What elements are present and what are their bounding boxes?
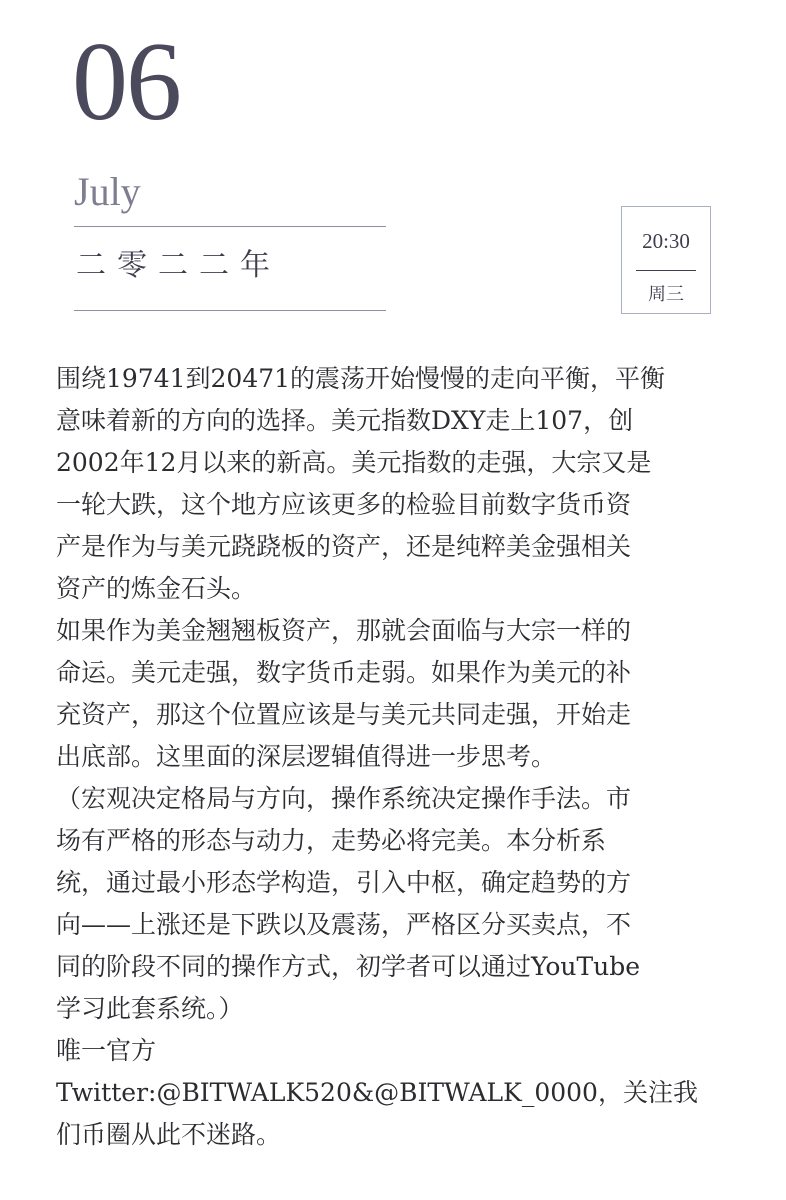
weekday-label: 周三 bbox=[648, 284, 684, 305]
body-line: 意味着新的方向的选择。美元指数DXY走上107，创 bbox=[56, 406, 634, 435]
body-line: 出底部。这里面的深层逻辑值得进一步思考。 bbox=[56, 742, 557, 771]
body-line: 们币圈从此不迷路。 bbox=[56, 1120, 282, 1149]
body-line: Twitter:@BITWALK520&@BITWALK_0000，关注我 bbox=[56, 1078, 698, 1107]
body-line: 充资产，那这个位置应该是与美元共同走强，开始走 bbox=[56, 700, 632, 729]
body-line: 学习此套系统。） bbox=[56, 994, 244, 1023]
time-box bbox=[621, 206, 711, 314]
divider-bottom bbox=[74, 310, 386, 311]
body-line: 围绕19741到20471的震荡开始慢慢的走向平衡，平衡 bbox=[56, 364, 666, 393]
article-body bbox=[56, 358, 732, 1156]
body-line: 向——上涨还是下跌以及震荡，严格区分买卖点，不 bbox=[56, 910, 632, 939]
body-line: 资产的炼金石头。 bbox=[56, 574, 257, 603]
body-line: 场有严格的形态与动力，走势必将完美。本分析系 bbox=[56, 826, 607, 855]
date-month: July bbox=[74, 169, 141, 214]
body-line: 产是作为与美元跷跷板的资产，还是纯粹美金强相关 bbox=[56, 532, 632, 561]
divider-top bbox=[74, 226, 386, 227]
body-line: 如果作为美金翘翘板资产，那就会面临与大宗一样的 bbox=[56, 616, 632, 645]
body-line: 一轮大跌，这个地方应该更多的检验目前数字货币资 bbox=[56, 490, 632, 519]
time-divider bbox=[636, 270, 696, 271]
body-line: 同的阶段不同的操作方式，初学者可以通过YouTube bbox=[56, 952, 641, 981]
body-line: 2002年12月以来的新高。美元指数的走强，大宗又是 bbox=[56, 448, 652, 477]
date-year: 二零二二年 bbox=[76, 248, 281, 283]
body-line: 命运。美元走强，数字货币走弱。如果作为美元的补 bbox=[56, 658, 632, 687]
body-line: 统，通过最小形态学构造，引入中枢，确定趋势的方 bbox=[56, 868, 632, 897]
body-line: （宏观决定格局与方向，操作系统决定操作手法。市 bbox=[56, 784, 632, 813]
date-day: 06 bbox=[72, 20, 180, 144]
time-label: 20:30 bbox=[642, 229, 690, 253]
body-line: 唯一官方 bbox=[56, 1036, 157, 1065]
